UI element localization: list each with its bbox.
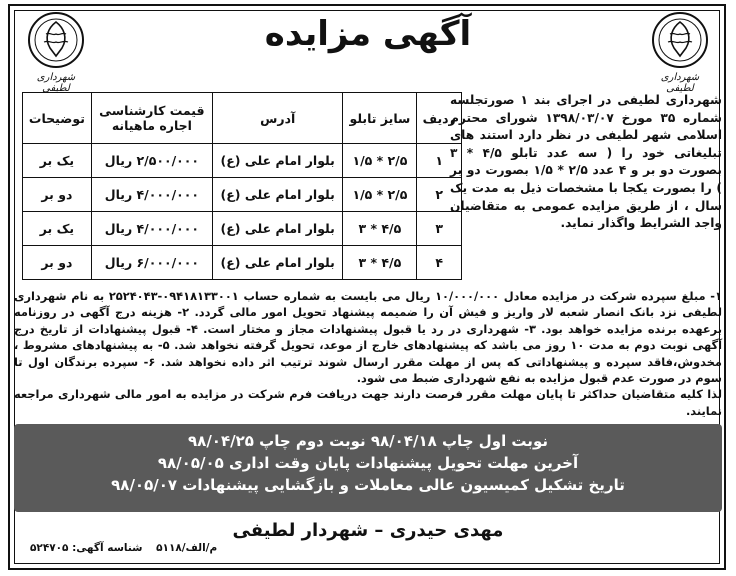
col-row: ردیف: [417, 93, 462, 144]
conditions-paragraph: ۱- مبلغ سپرده شرکت در مزایده معادل ۱۰/۰۰۰/۰۰۰ ریال می بایست به شماره حساب ۰۹۴۱۸۱۳۳۰۰۱-۲۵۲۴۰۴۳ به نام شهرداری لطیفی نزد بانک انصار شعبه لار واریز و فیش آن را ضمیمه پیشنهاد تحویل امور مالی گردد. ۲- هزینه درج آگهی در روزنامه برعهده برنده مزایده خواهد بود. ۳- شهرداری در رد یا قبول پیشنهادات مجاز و مختار است. ۴- قبول پیشنهادات از تاریخ درج آگهی نوبت دوم به مدت ۱۰ روز می باشد که پیشنهادهای خارج از موعد، تحویل گرفته نخواهد شد. ۵- به پیشنهادهای مشروط ، مخدوش،فاقد سپرده و پیشنهاداتی که پس از مهلت مقرر ارسال شوند ترتیب اثر داده نخواهد شد. ۶- سپرده برندگان اول تا سوم در صورت عدم قبول مزایده به نفع شهرداری ضبط می شود.: [14, 289, 722, 386]
cell-row: ۱: [417, 144, 462, 178]
cell-address: بلوار امام علی (ع): [212, 246, 343, 280]
cell-notes: یک بر: [23, 212, 92, 246]
table-row: [23, 246, 462, 280]
cell-size: ۴/۵ * ۳: [343, 212, 417, 246]
cell-size: ۴/۵ * ۳: [343, 246, 417, 280]
col-size: سایز تابلو: [343, 93, 417, 144]
table-header-row: [23, 93, 462, 144]
closing-paragraph: لذا کلیه متقاضیان حداکثر تا پایان مهلت مقرر فرصت دارند جهت دریافت فرم شرکت در مزایده به امور مالی شهرداری مراجعه نمایند.: [14, 387, 722, 418]
col-notes: توضیحات: [23, 93, 92, 144]
items-table: [22, 92, 462, 280]
commission-date: تاریخ تشکیل کمیسیون عالی معاملات و بازگشایی پیشنهادات ۹۸/۰۵/۰۷: [111, 476, 625, 494]
table-row: [23, 178, 462, 212]
col-price-line1: قیمت کارشناسی: [99, 103, 205, 118]
cell-address: بلوار امام علی (ع): [212, 178, 343, 212]
footer: [20, 542, 217, 554]
cell-price: ۶/۰۰۰/۰۰۰ ریال: [91, 246, 212, 280]
cell-price: ۲/۵۰۰/۰۰۰ ریال: [91, 144, 212, 178]
cell-notes: یک بر: [23, 144, 92, 178]
cell-row: ۴: [417, 246, 462, 280]
table-row: [23, 212, 462, 246]
submission-deadline: آخرین مهلت تحویل پیشنهادات پایان وقت اداری ۹۸/۰۵/۰۵: [157, 454, 579, 472]
logo-caption: شهرداری لطیفی: [36, 72, 76, 94]
reference-code: م/الف/۵۱۱۸: [156, 542, 218, 554]
page-title: آگهی مزایده: [264, 14, 472, 54]
cell-notes: دو بر: [23, 246, 92, 280]
dates-box: [14, 424, 722, 512]
logo-caption: شهرداری لطیفی: [660, 72, 700, 94]
cell-price: ۴/۰۰۰/۰۰۰ ریال: [91, 178, 212, 212]
col-address: آدرس: [212, 93, 343, 144]
signature: مهدی حیدری – شهردار لطیفی: [232, 520, 504, 541]
cell-address: بلوار امام علی (ع): [212, 212, 343, 246]
col-price: [91, 93, 212, 144]
conditions-text: [14, 288, 722, 419]
table-row: [23, 144, 462, 178]
print-dates: نوبت اول چاپ ۹۸/۰۴/۱۸ نوبت دوم چاپ ۹۸/۰۴/۲۵: [188, 432, 548, 450]
ad-id: شناسه آگهی: ۵۲۴۷۰۵: [30, 542, 143, 554]
cell-price: ۴/۰۰۰/۰۰۰ ریال: [91, 212, 212, 246]
intro-paragraph: شهرداری لطیفی در اجرای بند ۱ صورتجلسه شماره ۳۵ مورخ ۱۳۹۸/۰۳/۰۷ شورای محترم اسلامی شهر لطیفی در نظر دارد استند های تبلیغاتی خود را ( سه عدد تابلو ۴/۵ * ۳ بصورت دو بر و ۴ عدد ۲/۵ * ۱/۵ بصورت دو بر ) را بصورت یکجا با مشخصات ذیل به مدت یک سال ، از طریق مزایده عمومی به متقاضیان واجد الشرایط واگذار نماید.: [450, 93, 722, 231]
cell-size: ۲/۵ * ۱/۵: [343, 178, 417, 212]
cell-notes: دو بر: [23, 178, 92, 212]
cell-size: ۲/۵ * ۱/۵: [343, 144, 417, 178]
cell-row: ۲: [417, 178, 462, 212]
cell-address: بلوار امام علی (ع): [212, 144, 343, 178]
col-price-line2: اجاره ماهیانه: [111, 118, 192, 133]
cell-row: ۳: [417, 212, 462, 246]
